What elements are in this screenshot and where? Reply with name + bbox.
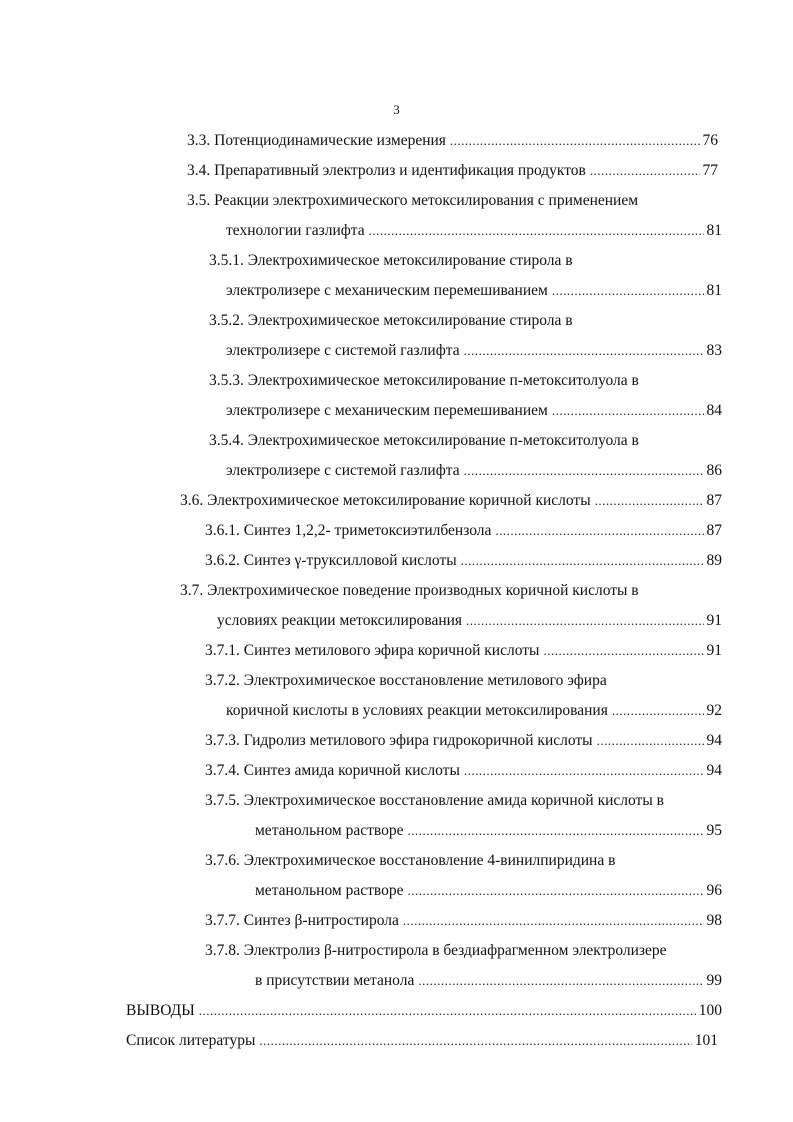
toc-entry-3-6-1[interactable] — [205, 521, 722, 541]
toc-leader-dots — [552, 281, 704, 301]
toc-entry-3-7-1[interactable] — [205, 641, 722, 661]
toc-entry-title: ВЫВОДЫ — [126, 1002, 195, 1019]
toc-entry-title: электролизере с системой газлифта — [226, 342, 460, 359]
toc-entry-title: 3.7. Электрохимическое поведение производных коричной кислоты в — [180, 582, 639, 599]
toc-entry-title: 3.4. Препаративный электролиз и идентификация продуктов — [187, 162, 586, 179]
toc-entry-3-7-2-cont[interactable] — [226, 701, 722, 721]
toc-entry-3-5-1[interactable] — [209, 251, 573, 271]
toc-leader-dots — [464, 461, 704, 481]
toc-entry-3-6-2[interactable] — [205, 551, 722, 571]
toc-entry-title: Список литературы — [126, 1032, 256, 1049]
toc-entry-3-7-8-cont[interactable] — [255, 971, 722, 991]
toc-entry-page: 91 — [706, 642, 722, 659]
toc-entry-3-5-4-cont[interactable] — [226, 461, 722, 481]
toc-entry-title: коричной кислоты в условиях реакции метоксилирования — [226, 702, 608, 719]
toc-entry-title: 3.7.2. Электрохимическое восстановление метилового эфира — [205, 672, 607, 689]
toc-entry-3-7-5[interactable] — [205, 791, 664, 811]
toc-leader-dots — [259, 1031, 691, 1051]
toc-entry-page: 87 — [706, 522, 722, 539]
toc-entry-title: 3.6. Электрохимическое метоксилирование коричной кислоты — [180, 492, 591, 509]
toc-entry-3-6[interactable] — [180, 491, 722, 511]
toc-leader-dots — [590, 161, 700, 181]
toc-entry-3-7-6[interactable] — [205, 851, 615, 871]
toc-entry-conclusions[interactable] — [126, 1001, 722, 1021]
toc-entry-page: 86 — [706, 462, 722, 479]
toc-entry-3-5[interactable] — [187, 191, 638, 211]
toc-leader-dots — [597, 731, 704, 751]
toc-leader-dots — [369, 221, 704, 241]
toc-leader-dots — [464, 341, 704, 361]
toc-entry-page: 99 — [706, 972, 722, 989]
toc-leader-dots — [612, 701, 704, 721]
toc-entry-page: 101 — [694, 1032, 718, 1049]
toc-entry-3-4[interactable] — [187, 161, 718, 181]
toc-entry-page: 94 — [706, 732, 722, 749]
toc-entry-3-7[interactable] — [180, 581, 639, 601]
toc-entry-title: 3.3. Потенциодинамические измерения — [187, 132, 446, 149]
toc-entry-3-7-5-cont[interactable] — [255, 821, 722, 841]
toc-entry-3-5-2[interactable] — [209, 311, 573, 331]
toc-entry-title: 3.5.1. Электрохимическое метоксилирование стирола в — [209, 252, 573, 269]
toc-entry-title: 3.7.5. Электрохимическое восстановление амида коричной кислоты в — [205, 792, 664, 809]
toc-entry-page: 100 — [698, 1002, 722, 1019]
toc-entry-page: 96 — [706, 882, 722, 899]
toc-leader-dots — [461, 551, 704, 571]
toc-entry-title: условиях реакции метоксилирования — [217, 612, 463, 629]
page-number: 3 — [393, 102, 400, 117]
toc-entry-3-3[interactable] — [187, 131, 718, 151]
toc-entry-page: 95 — [706, 822, 722, 839]
toc-leader-dots — [199, 1001, 696, 1021]
toc-leader-dots — [450, 131, 700, 151]
toc-entry-title: 3.7.6. Электрохимическое восстановление 4-винилпиридина в — [205, 852, 616, 869]
toc-entry-page: 98 — [706, 912, 722, 929]
toc-entry-title: 3.7.8. Электролиз β-нитростирола в бездиафрагменном электролизере — [205, 942, 667, 959]
toc-entry-page: 89 — [706, 552, 722, 569]
toc-entry-page: 84 — [706, 402, 722, 419]
toc-entry-title: 3.5.4. Электрохимическое метоксилирование п-метокситолуола в — [209, 432, 639, 449]
toc-entry-page: 81 — [706, 282, 722, 299]
toc-entry-title: 3.6.2. Синтез γ-труксилловой кислоты — [205, 552, 457, 569]
toc-entry-title: 3.5.3. Электрохимическое метоксилирование п-метокситолуола в — [209, 372, 639, 389]
toc-leader-dots — [418, 971, 703, 991]
toc-leader-dots — [543, 641, 703, 661]
toc-entry-page: 87 — [706, 492, 722, 509]
toc-entry-title: электролизере с механическим перемешиванием — [226, 282, 548, 299]
toc-leader-dots — [403, 911, 704, 931]
toc-entry-3-7-3[interactable] — [205, 731, 722, 751]
toc-entry-3-7-8[interactable] — [205, 941, 667, 961]
toc-entry-title: 3.7.4. Синтез амида коричной кислоты — [205, 762, 460, 779]
toc-entry-3-5-cont[interactable] — [226, 221, 722, 241]
toc-entry-page: 92 — [706, 702, 722, 719]
toc-leader-dots — [552, 401, 704, 421]
toc-leader-dots — [407, 881, 703, 901]
toc-entry-3-7-cont[interactable] — [217, 611, 722, 631]
toc-entry-title: 3.5.2. Электрохимическое метоксилирование стирола в — [209, 312, 573, 329]
toc-leader-dots — [407, 821, 703, 841]
toc-entry-3-7-6-cont[interactable] — [255, 881, 722, 901]
toc-entry-title: в присутствии метанола — [255, 972, 415, 989]
toc-leader-dots — [466, 611, 703, 631]
toc-entry-3-7-7[interactable] — [205, 911, 722, 931]
toc-entry-title: 3.6.1. Синтез 1,2,2- триметоксиэтилбензола — [205, 522, 492, 539]
toc-entry-title: метанольном растворе — [255, 822, 404, 839]
toc-entry-page: 94 — [706, 762, 722, 779]
toc-entry-page: 81 — [706, 222, 722, 239]
toc-entry-title: 3.5. Реакции электрохимического метоксилирования с применением — [187, 192, 639, 209]
toc-entry-3-5-2-cont[interactable] — [226, 341, 722, 361]
toc-entry-3-7-4[interactable] — [205, 761, 722, 781]
toc-entry-title: 3.7.1. Синтез метилового эфира коричной кислоты — [205, 642, 540, 659]
toc-entry-references[interactable] — [126, 1031, 718, 1051]
toc-entry-page: 77 — [702, 162, 718, 179]
toc-entry-title: метанольном растворе — [255, 882, 404, 899]
toc-entry-3-5-4[interactable] — [209, 431, 639, 451]
toc-leader-dots — [495, 521, 703, 541]
toc-entry-page: 91 — [706, 612, 722, 629]
toc-entry-title: электролизере с механическим перемешиванием — [226, 402, 548, 419]
toc-entry-page: 76 — [702, 132, 718, 149]
toc-entry-3-5-1-cont[interactable] — [226, 281, 722, 301]
toc-entry-title: 3.7.7. Синтез β-нитростирола — [205, 912, 399, 929]
toc-entry-3-5-3-cont[interactable] — [226, 401, 722, 421]
toc-entry-title: технологии газлифта — [226, 222, 365, 239]
toc-entry-title: 3.7.3. Гидролиз метилового эфира гидрокоричной кислоты — [205, 732, 593, 749]
toc-entry-3-5-3[interactable] — [209, 371, 639, 391]
toc-entry-page: 83 — [706, 342, 722, 359]
toc-entry-3-7-2[interactable] — [205, 671, 607, 691]
toc-leader-dots — [464, 761, 704, 781]
toc-leader-dots — [595, 491, 704, 511]
toc-entry-title: электролизере с системой газлифта — [226, 462, 460, 479]
